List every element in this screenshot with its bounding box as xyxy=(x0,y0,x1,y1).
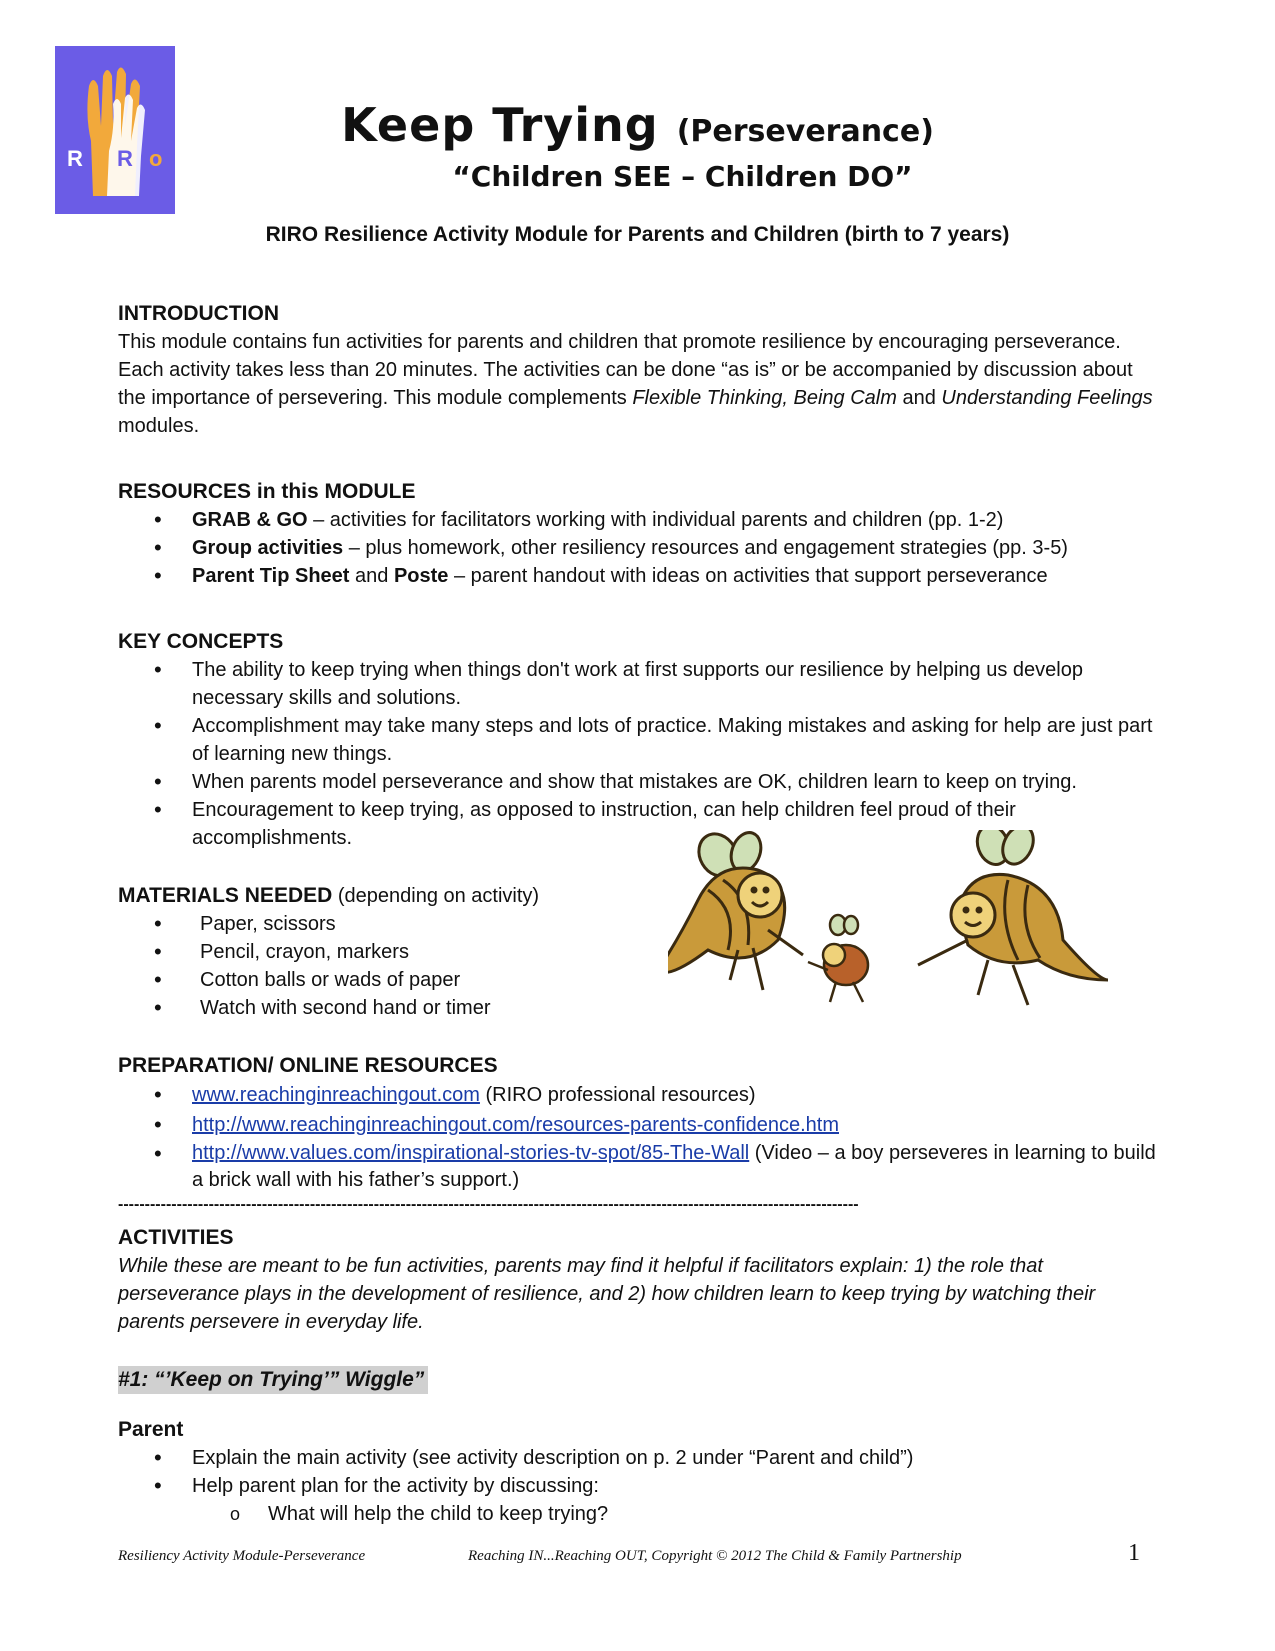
parent-heading: Parent xyxy=(118,1418,184,1441)
resources-list xyxy=(118,506,1158,590)
item-bold: Parent Tip Sheet xyxy=(192,565,350,587)
list-item xyxy=(118,534,1158,562)
intro-text-part: This module contains fun activities for parents and children that promote resilience by encouraging perseverance. Each activity takes less than 20 minutes. The activities can be done “as is” or be accompanied by discussion about the importance of persevering. This module complements xyxy=(118,331,1133,409)
activities-heading: ACTIVITIES xyxy=(118,1226,234,1249)
footer-left: Resiliency Activity Module-Perseverance xyxy=(118,1548,366,1564)
activity-1-title: #1: “’Keep on Trying’” Wiggle” xyxy=(118,1366,428,1394)
intro-text-part: modules. xyxy=(118,415,200,437)
preparation-list xyxy=(118,1080,1158,1194)
list-item: • The ability to keep trying when things don't work at first supports our resilience by helping us develop necessary skills and solutions. xyxy=(118,656,1158,712)
list-item: • When parents model perseverance and show that mistakes are OK, children learn to keep on trying. xyxy=(118,768,1158,796)
resources-heading: RESOURCES in this MODULE xyxy=(118,480,416,503)
list-item xyxy=(118,562,1158,590)
key-concepts-heading: KEY CONCEPTS xyxy=(118,630,284,653)
intro-text-em: Flexible Thinking, Being Calm xyxy=(632,387,897,409)
page-subtitle: “Children SEE – Children DO” xyxy=(452,160,913,193)
section-divider: ------------------------------------------------------------------------------------------------------------------------------------------- xyxy=(118,1196,859,1213)
materials-note: (depending on activity) xyxy=(332,885,540,907)
list-item: • Explain the main activity (see activity description on p. 2 under “Parent and child”) xyxy=(118,1444,1158,1472)
intro-heading: INTRODUCTION xyxy=(118,302,279,325)
materials-heading: MATERIALS NEEDED xyxy=(118,884,333,907)
module-line: RIRO Resilience Activity Module for Parents and Children (birth to 7 years) xyxy=(265,223,1010,246)
intro-text-part: and xyxy=(896,387,942,409)
item-text: – activities for facilitators working with individual parents and children (pp. 1-2) xyxy=(307,509,1004,531)
footer-copyright: Reaching IN...Reaching OUT, Copyright © 2012 The Child & Family Partnership xyxy=(468,1548,962,1564)
preparation-heading: PREPARATION/ ONLINE RESOURCES xyxy=(118,1054,498,1077)
page-number: 1 xyxy=(1128,1540,1140,1566)
item-bold: Poste xyxy=(393,565,449,587)
link-parents-confidence[interactable]: http://www.reachinginreachingout.com/resources-parents-confidence.htm xyxy=(192,1114,839,1136)
item-bold: GRAB & GO xyxy=(192,509,308,531)
bee-right xyxy=(918,830,1108,1005)
list-item: • Help parent plan for the activity by discussing: xyxy=(118,1472,1158,1500)
svg-text:R: R xyxy=(67,146,83,171)
svg-text:R: R xyxy=(117,146,133,171)
item-bold: Group activities xyxy=(192,537,344,559)
list-item xyxy=(118,1140,1158,1194)
list-item: • Encouragement to keep trying, as opposed to instruction, can help children feel proud of their accomplishments. xyxy=(118,796,1158,852)
parent-sublist xyxy=(118,1500,1158,1528)
parent-list xyxy=(118,1444,1158,1500)
link-note: (Video – a boy perseveres in learning to build a brick wall with his father’s support.) xyxy=(192,1142,1156,1191)
link-riro[interactable]: www.reachinginreachingout.com xyxy=(192,1084,480,1106)
list-item: • Accomplishment may take many steps and lots of practice. Making mistakes and asking for help are just part of learning new things. xyxy=(118,712,1158,768)
list-item: • Pencil, crayon, markers xyxy=(118,938,1158,966)
intro-text xyxy=(118,328,1158,440)
list-item: • Watch with second hand or timer xyxy=(118,994,1158,1022)
item-text: – parent handout with ideas on activities that support perseverance xyxy=(448,565,1048,587)
svg-text:o: o xyxy=(149,146,163,171)
key-concepts-list xyxy=(118,656,1158,852)
activities-intro: While these are meant to be fun activities, parents may find it helpful if facilitators explain: 1) the role that perseverance plays in the development of resilience, and 2) how children learn to keep trying by watching their parents persevere in everyday life. xyxy=(118,1255,1096,1333)
bee-left xyxy=(668,830,803,990)
title-main: Keep Trying xyxy=(341,98,659,152)
item-text: – plus homework, other resiliency resources and engagement strategies (pp. 3-5) xyxy=(343,537,1068,559)
item-text: and xyxy=(349,565,394,587)
list-item: o What will help the child to keep trying? xyxy=(118,1500,1158,1528)
title-paren: (Perseverance) xyxy=(676,114,934,149)
bees-illustration xyxy=(668,830,1108,1040)
list-item xyxy=(118,506,1158,534)
intro-text-em: Understanding Feelings xyxy=(941,387,1153,409)
page-title xyxy=(0,98,1275,152)
list-item xyxy=(118,1080,1158,1110)
list-item: • Paper, scissors xyxy=(118,910,1158,938)
svg-text:i: i xyxy=(97,150,103,170)
list-item xyxy=(118,1110,1158,1140)
list-item: • Cotton balls or wads of paper xyxy=(118,966,1158,994)
bee-small xyxy=(808,915,868,1002)
link-note: (RIRO professional resources) xyxy=(479,1084,756,1106)
link-the-wall-video[interactable]: http://www.values.com/inspirational-stories-tv-spot/85-The-Wall xyxy=(192,1142,750,1164)
